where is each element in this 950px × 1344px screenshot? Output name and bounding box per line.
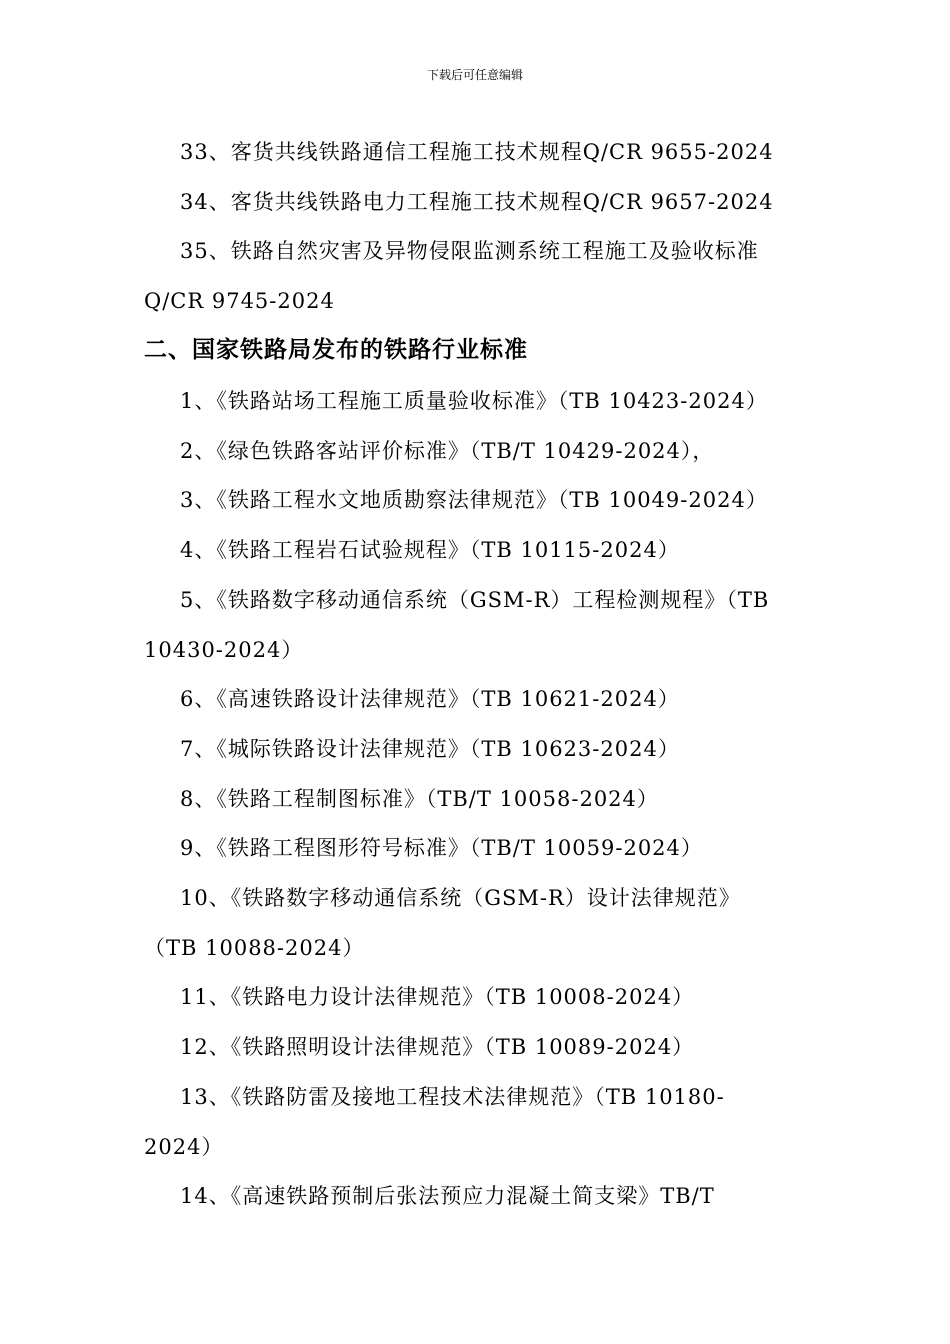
standard-item-3: 3、《铁路工程水文地质勘察法律规范》（TB 10049-2024）	[180, 488, 768, 512]
standard-item-4: 4、《铁路工程岩石试验规程》（TB 10115-2024）	[180, 538, 680, 562]
list-item-34: 34、客货共线铁路电力工程施工技术规程Q/CR 9657-2024	[180, 190, 774, 214]
page-header-note: 下载后可任意编辑	[426, 68, 523, 82]
standard-item-1: 1、《铁路站场工程施工质量验收标准》（TB 10423-2024）	[180, 389, 768, 413]
standard-item-10-continued: （TB 10088-2024）	[144, 936, 365, 960]
standard-item-10: 10、《铁路数字移动通信系统（GSM-R）设计法律规范》	[180, 886, 741, 910]
section-heading: 二、国家铁路局发布的铁路行业标准	[144, 336, 528, 363]
standard-item-5: 5、《铁路数字移动通信系统（GSM-R）工程检测规程》（TB	[180, 588, 770, 612]
list-item-35: 35、铁路自然灾害及异物侵限监测系统工程施工及验收标准	[180, 239, 759, 263]
standard-item-2: 2、《绿色铁路客站评价标准》（TB/T 10429-2024），	[180, 439, 715, 463]
standard-item-6: 6、《高速铁路设计法律规范》（TB 10621-2024）	[180, 687, 680, 711]
standard-item-5-continued: 10430-2024）	[144, 638, 304, 662]
standard-item-11: 11、《铁路电力设计法律规范》（TB 10008-2024）	[180, 985, 695, 1009]
standard-item-9: 9、《铁路工程图形符号标准》（TB/T 10059-2024）	[180, 836, 703, 860]
standard-item-13-continued: 2024）	[144, 1135, 224, 1159]
standard-item-7: 7、《城际铁路设计法律规范》（TB 10623-2024）	[180, 737, 680, 761]
standard-item-14: 14、《高速铁路预制后张法预应力混凝土简支梁》TB/T	[180, 1184, 715, 1208]
standard-item-13: 13、《铁路防雷及接地工程技术法律规范》（TB 10180-	[180, 1085, 725, 1109]
list-item-33: 33、客货共线铁路通信工程施工技术规程Q/CR 9655-2024	[180, 140, 774, 164]
standard-item-12: 12、《铁路照明设计法律规范》（TB 10089-2024）	[180, 1035, 695, 1059]
standard-item-8: 8、《铁路工程制图标准》（TB/T 10058-2024）	[180, 787, 659, 811]
list-item-35-continued: Q/CR 9745-2024	[144, 289, 335, 313]
